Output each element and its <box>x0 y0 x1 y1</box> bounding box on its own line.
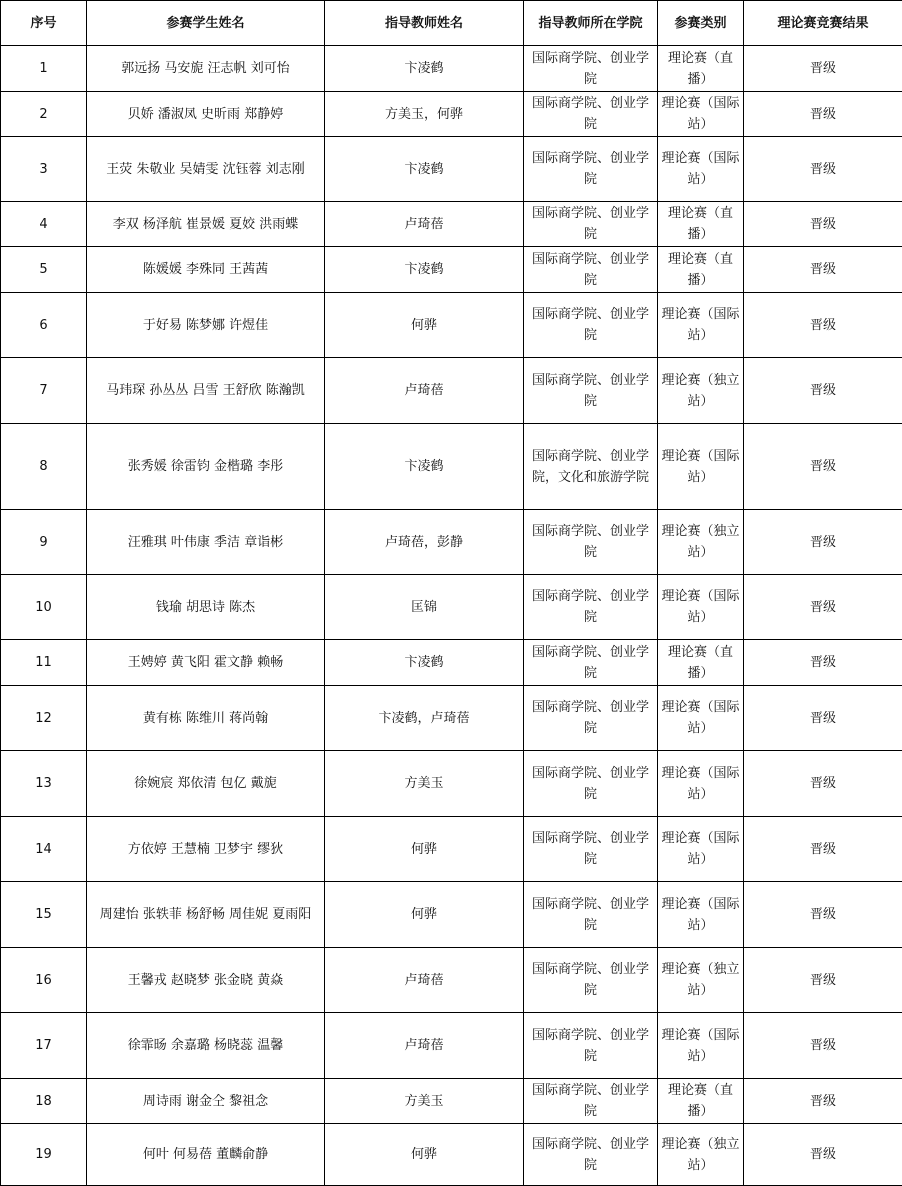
table-row <box>1 137 902 202</box>
cell-index: 2 <box>1 92 87 137</box>
cell-index: 11 <box>1 640 87 686</box>
table-row <box>1 686 902 751</box>
cell-students: 方依婷 王慧楠 卫梦宇 缪狄 <box>87 817 325 882</box>
cell-college: 国际商学院、创业学院 <box>524 293 658 358</box>
cell-college: 国际商学院、创业学院 <box>524 358 658 424</box>
cell-result: 晋级 <box>744 510 902 575</box>
cell-category: 理论赛（国际站） <box>658 1013 744 1079</box>
cell-teacher: 卞凌鹤 <box>325 137 524 202</box>
cell-result: 晋级 <box>744 948 902 1013</box>
cell-students: 黄有栋 陈维川 蒋尚翰 <box>87 686 325 751</box>
cell-index: 18 <box>1 1079 87 1124</box>
table-row <box>1 882 902 948</box>
header-row <box>1 1 902 46</box>
cell-category: 理论赛（国际站） <box>658 137 744 202</box>
cell-index: 10 <box>1 575 87 640</box>
cell-college: 国际商学院、创业学院 <box>524 1124 658 1186</box>
cell-students: 陈媛媛 李殊同 王茜茜 <box>87 247 325 293</box>
cell-teacher: 卢琦蓓 <box>325 1013 524 1079</box>
cell-students: 汪雅琪 叶伟康 季洁 章诣彬 <box>87 510 325 575</box>
cell-college: 国际商学院、创业学院 <box>524 751 658 817</box>
cell-students: 郭远扬 马安旎 汪志帆 刘可怡 <box>87 46 325 92</box>
table-row <box>1 510 902 575</box>
cell-college: 国际商学院、创业学院 <box>524 640 658 686</box>
cell-teacher: 匡锦 <box>325 575 524 640</box>
table-row <box>1 1013 902 1079</box>
cell-index: 15 <box>1 882 87 948</box>
cell-category: 理论赛（国际站） <box>658 751 744 817</box>
cell-students: 徐霏旸 余嘉璐 杨晓蕊 温馨 <box>87 1013 325 1079</box>
cell-result: 晋级 <box>744 247 902 293</box>
cell-teacher: 卞凌鹤 <box>325 640 524 686</box>
cell-result: 晋级 <box>744 424 902 510</box>
header-category: 参赛类别 <box>658 1 744 46</box>
cell-index: 13 <box>1 751 87 817</box>
cell-category: 理论赛（独立站） <box>658 358 744 424</box>
cell-result: 晋级 <box>744 1124 902 1186</box>
header-students: 参赛学生姓名 <box>87 1 325 46</box>
table-row <box>1 1124 902 1186</box>
cell-index: 19 <box>1 1124 87 1186</box>
cell-category: 理论赛（国际站） <box>658 882 744 948</box>
cell-index: 3 <box>1 137 87 202</box>
cell-teacher: 卞凌鹤 <box>325 424 524 510</box>
cell-result: 晋级 <box>744 817 902 882</box>
cell-teacher: 卢琦蓓 <box>325 202 524 247</box>
cell-students: 王荧 朱敬业 吴婧雯 沈钰蓉 刘志刚 <box>87 137 325 202</box>
cell-college: 国际商学院、创业学院 <box>524 575 658 640</box>
cell-college: 国际商学院、创业学院 <box>524 1079 658 1124</box>
cell-students: 徐婉宸 郑依清 包亿 戴旎 <box>87 751 325 817</box>
cell-teacher: 卞凌鹤 <box>325 247 524 293</box>
cell-result: 晋级 <box>744 358 902 424</box>
cell-teacher: 方美玉 <box>325 751 524 817</box>
cell-result: 晋级 <box>744 92 902 137</box>
cell-college: 国际商学院、创业学院 <box>524 510 658 575</box>
cell-students: 钱瑜 胡思诗 陈杰 <box>87 575 325 640</box>
cell-index: 6 <box>1 293 87 358</box>
cell-college: 国际商学院、创业学院 <box>524 92 658 137</box>
cell-students: 贝娇 潘淑凤 史昕雨 郑静婷 <box>87 92 325 137</box>
cell-teacher: 卞凌鹤，卢琦蓓 <box>325 686 524 751</box>
table-row <box>1 293 902 358</box>
cell-index: 14 <box>1 817 87 882</box>
cell-category: 理论赛（直播） <box>658 46 744 92</box>
cell-index: 9 <box>1 510 87 575</box>
table-row <box>1 358 902 424</box>
cell-students: 王娉婷 黄飞阳 霍文静 赖畅 <box>87 640 325 686</box>
cell-index: 1 <box>1 46 87 92</box>
cell-students: 周诗雨 谢金仝 黎祖念 <box>87 1079 325 1124</box>
cell-result: 晋级 <box>744 640 902 686</box>
cell-teacher: 方美玉，何骅 <box>325 92 524 137</box>
cell-teacher: 何骅 <box>325 1124 524 1186</box>
table-row <box>1 817 902 882</box>
header-result: 理论赛竞赛结果 <box>744 1 902 46</box>
header-index: 序号 <box>1 1 87 46</box>
cell-category: 理论赛（国际站） <box>658 424 744 510</box>
header-teacher: 指导教师姓名 <box>325 1 524 46</box>
table-row <box>1 575 902 640</box>
cell-result: 晋级 <box>744 882 902 948</box>
cell-result: 晋级 <box>744 686 902 751</box>
cell-students: 周建怡 张轶菲 杨舒畅 周佳妮 夏雨阳 <box>87 882 325 948</box>
cell-category: 理论赛（独立站） <box>658 948 744 1013</box>
cell-category: 理论赛（国际站） <box>658 575 744 640</box>
cell-result: 晋级 <box>744 137 902 202</box>
cell-teacher: 何骅 <box>325 817 524 882</box>
cell-students: 何叶 何易蓓 董麟俞静 <box>87 1124 325 1186</box>
cell-index: 4 <box>1 202 87 247</box>
cell-college: 国际商学院、创业学院 <box>524 202 658 247</box>
cell-teacher: 卞凌鹤 <box>325 46 524 92</box>
cell-teacher: 何骅 <box>325 293 524 358</box>
cell-category: 理论赛（国际站） <box>658 686 744 751</box>
table-row <box>1 92 902 137</box>
cell-index: 17 <box>1 1013 87 1079</box>
cell-college: 国际商学院、创业学院 <box>524 46 658 92</box>
cell-teacher: 卢琦蓓 <box>325 358 524 424</box>
cell-college: 国际商学院、创业学院 <box>524 686 658 751</box>
table-row <box>1 1079 902 1124</box>
cell-category: 理论赛（直播） <box>658 1079 744 1124</box>
cell-students: 张秀媛 徐雷钧 金楷璐 李彤 <box>87 424 325 510</box>
cell-index: 8 <box>1 424 87 510</box>
cell-students: 李双 杨泽航 崔景媛 夏姣 洪雨蝶 <box>87 202 325 247</box>
table-row <box>1 751 902 817</box>
header-college: 指导教师所在学院 <box>524 1 658 46</box>
cell-students: 马玮琛 孙丛丛 吕雪 王舒欣 陈瀚凯 <box>87 358 325 424</box>
cell-category: 理论赛（国际站） <box>658 92 744 137</box>
cell-college: 国际商学院、创业学院 <box>524 137 658 202</box>
cell-result: 晋级 <box>744 202 902 247</box>
cell-result: 晋级 <box>744 46 902 92</box>
cell-college: 国际商学院、创业学院 <box>524 948 658 1013</box>
cell-result: 晋级 <box>744 575 902 640</box>
cell-index: 5 <box>1 247 87 293</box>
cell-category: 理论赛（国际站） <box>658 817 744 882</box>
cell-teacher: 卢琦蓓，彭静 <box>325 510 524 575</box>
cell-college: 国际商学院、创业学院，文化和旅游学院 <box>524 424 658 510</box>
cell-students: 于好易 陈梦娜 许煜佳 <box>87 293 325 358</box>
cell-result: 晋级 <box>744 293 902 358</box>
cell-teacher: 方美玉 <box>325 1079 524 1124</box>
cell-category: 理论赛（直播） <box>658 202 744 247</box>
cell-college: 国际商学院、创业学院 <box>524 817 658 882</box>
cell-category: 理论赛（独立站） <box>658 510 744 575</box>
cell-index: 16 <box>1 948 87 1013</box>
table-row <box>1 640 902 686</box>
cell-teacher: 何骅 <box>325 882 524 948</box>
table-row <box>1 948 902 1013</box>
cell-category: 理论赛（直播） <box>658 247 744 293</box>
cell-index: 7 <box>1 358 87 424</box>
cell-students: 王馨戎 赵晓梦 张金晓 黄焱 <box>87 948 325 1013</box>
cell-result: 晋级 <box>744 1079 902 1124</box>
table-row <box>1 202 902 247</box>
cell-category: 理论赛（独立站） <box>658 1124 744 1186</box>
cell-category: 理论赛（国际站） <box>658 293 744 358</box>
cell-index: 12 <box>1 686 87 751</box>
cell-college: 国际商学院、创业学院 <box>524 882 658 948</box>
cell-college: 国际商学院、创业学院 <box>524 247 658 293</box>
table-row <box>1 247 902 293</box>
cell-category: 理论赛（直播） <box>658 640 744 686</box>
table-row <box>1 424 902 510</box>
table-row <box>1 46 902 92</box>
cell-result: 晋级 <box>744 1013 902 1079</box>
cell-college: 国际商学院、创业学院 <box>524 1013 658 1079</box>
cell-teacher: 卢琦蓓 <box>325 948 524 1013</box>
cell-result: 晋级 <box>744 751 902 817</box>
